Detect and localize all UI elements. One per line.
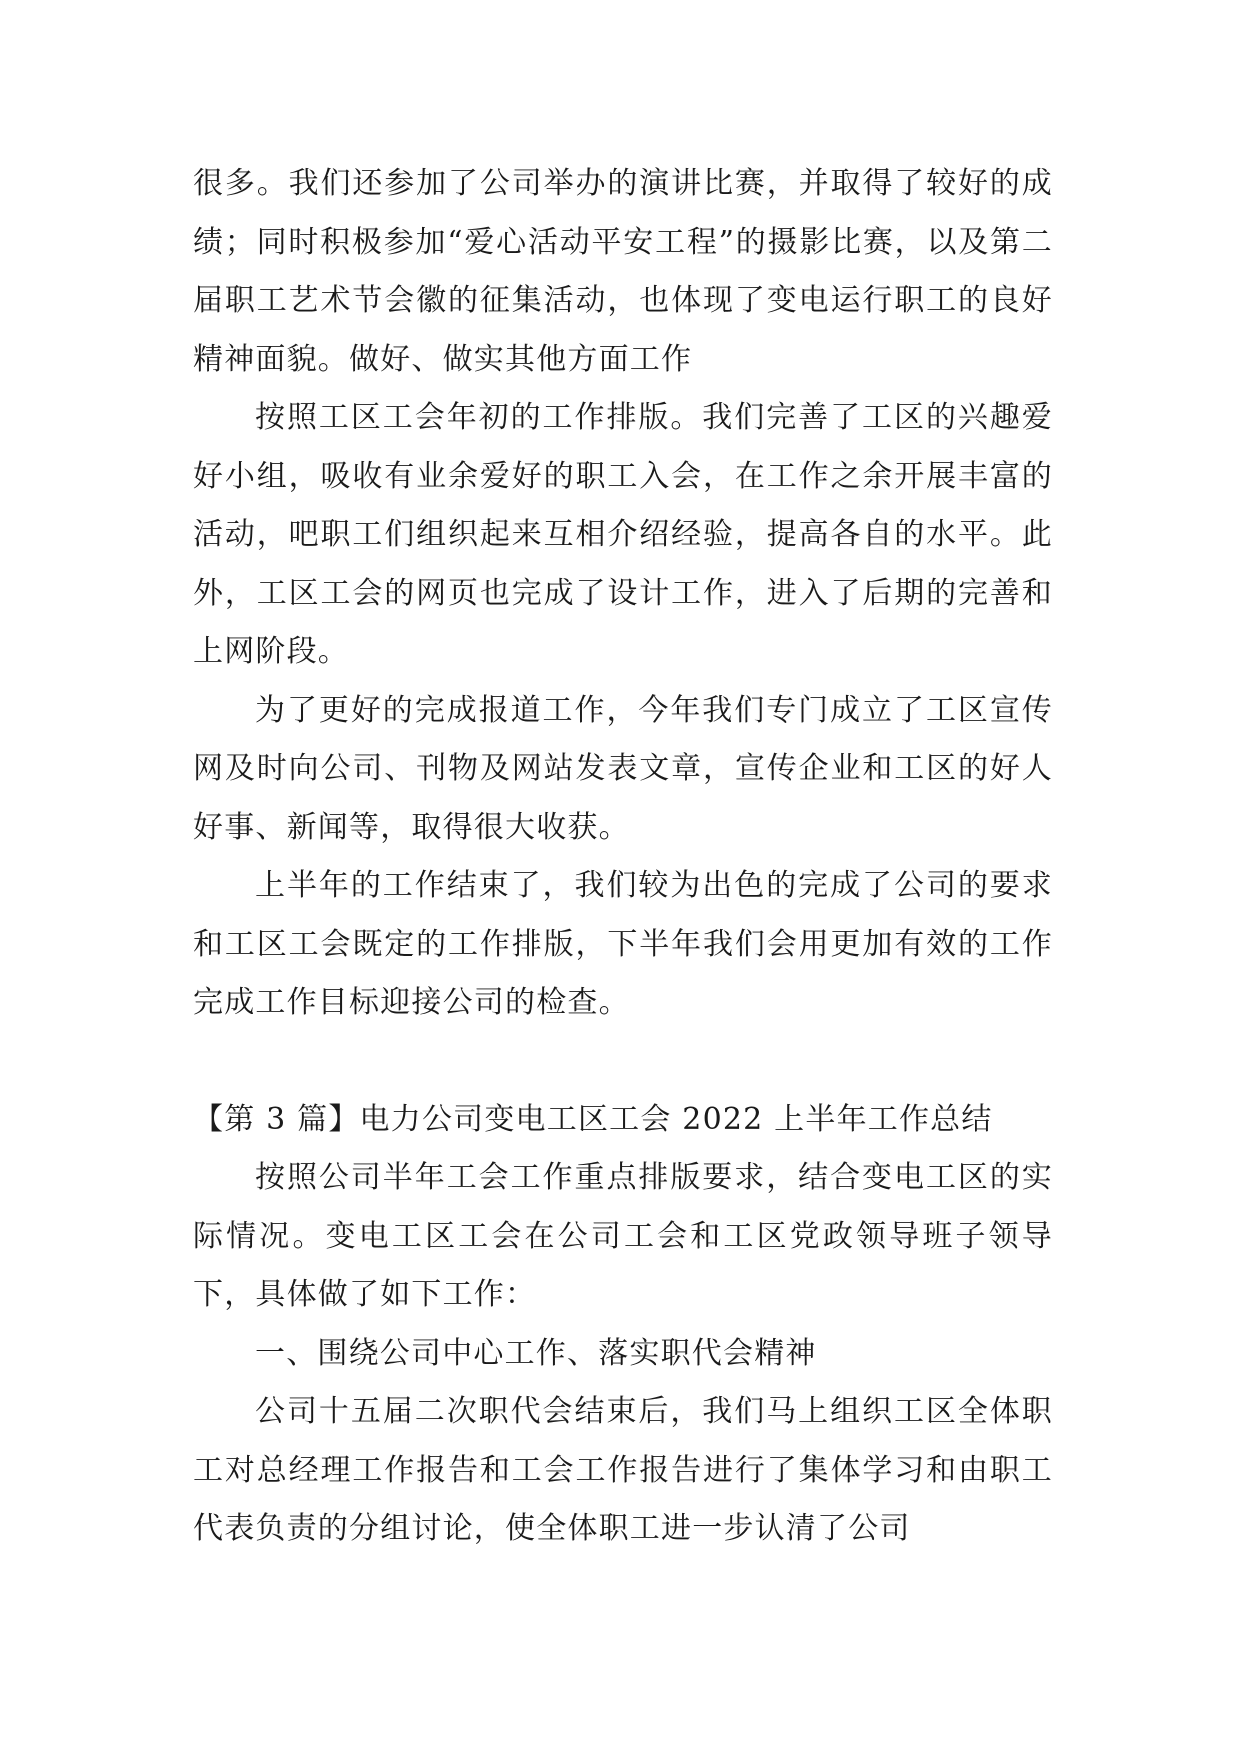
paragraph-4: 上半年的工作结束了，我们较为出色的完成了公司的要求和工区工会既定的工作排版，下半年我们会用更加有效的工作完成工作目标迎接公司的检查。: [193, 868, 1053, 1020]
paragraph-3: 为了更好的完成报道工作，今年我们专门成立了工区宣传网及时向公司、刊物及网站发表文章，宣传企业和工区的好人好事、新闻等，取得很大收获。: [193, 692, 1053, 845]
section-title: 【第 3 篇】电力公司变电工区工会 2022 上半年工作总结: [193, 1101, 993, 1137]
paragraph-1: 很多。我们还参加了公司举办的演讲比赛，并取得了较好的成绩；同时积极参加“爱心活动平安工程”的摄影比赛，以及第二届职工艺术节会徽的征集活动，也体现了变电运行职工的良好精神面貌。做好、做实其他方面工作: [193, 166, 1053, 377]
document-body: [193, 155, 1053, 1559]
paragraph-2: 按照工区工会年初的工作排版。我们完善了工区的兴趣爱好小组，吸收有业余爱好的职工入会，在工作之余开展丰富的活动，吧职工们组织起来互相介绍经验，提高各自的水平。此外，工区工会的网页也完成了设计工作，进入了后期的完善和上网阶段。: [193, 400, 1053, 669]
paragraph-5: 按照公司半年工会工作重点排版要求，结合变电工区的实际情况。变电工区工会在公司工会和工区党政领导班子领导下，具体做了如下工作：: [193, 1160, 1053, 1312]
subheading-1: 一、围绕公司中心工作、落实职代会精神: [255, 1335, 817, 1371]
paragraph-6: 公司十五届二次职代会结束后，我们马上组织工区全体职工对总经理工作报告和工会工作报告进行了集体学习和由职工代表负责的分组讨论，使全体职工进一步认清了公司: [193, 1394, 1053, 1546]
